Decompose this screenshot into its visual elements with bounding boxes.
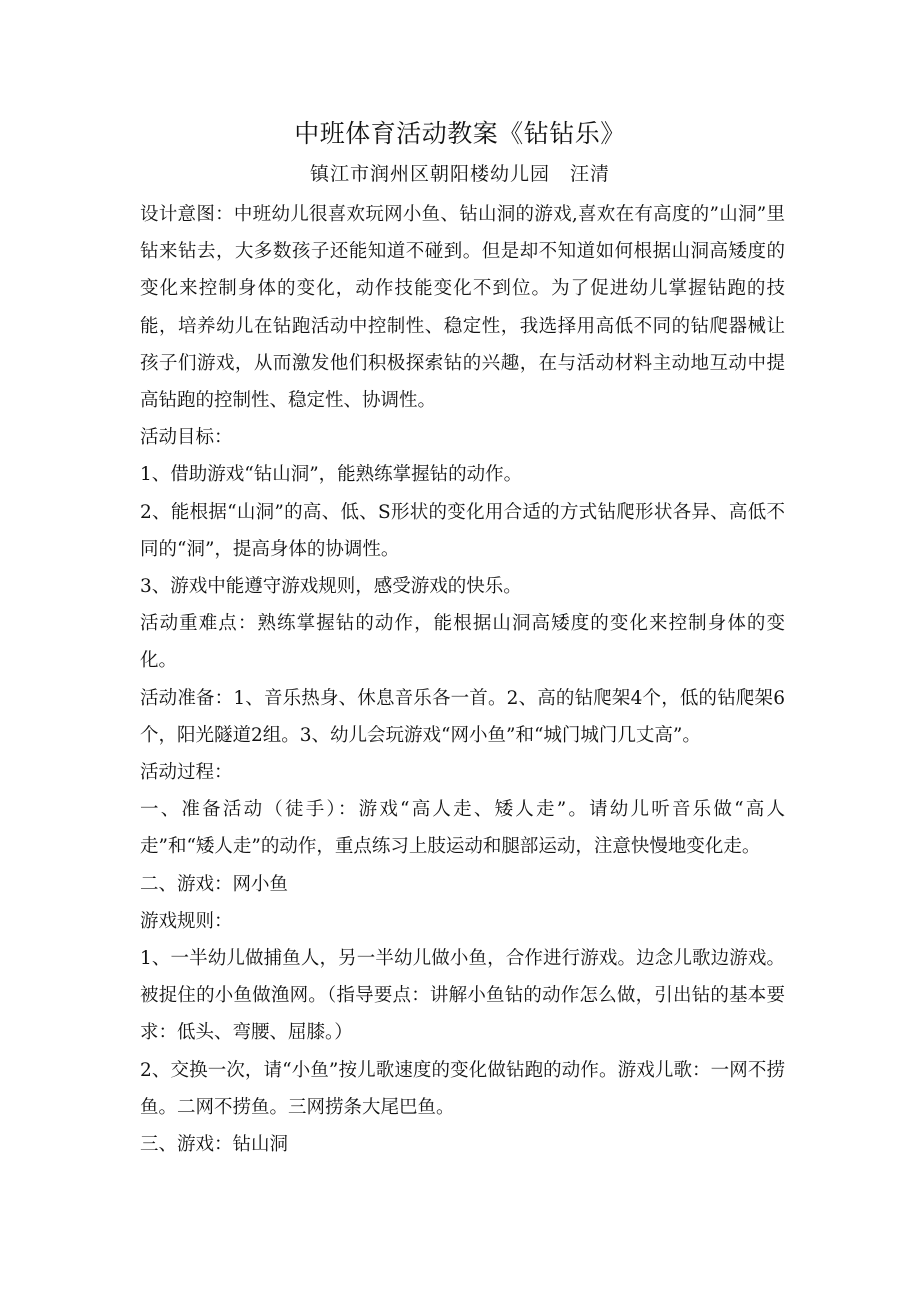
paragraph-preparation: 活动准备：1、音乐热身、休息音乐各一首。2、高的钻爬架4个，低的钻爬架6个，阳光隧道2组。3、幼儿会玩游戏“网小鱼”和“城门城门几丈高”。 <box>140 687 785 746</box>
rule-item: 1、一半幼儿做捕鱼人，另一半幼儿做小鱼，合作进行游戏。边念儿歌边游戏。被捉住的小鱼做渔网。（指导要点：讲解小鱼钻的动作怎么做，引出钻的基本要求：低头、弯腰、屈膝。） <box>140 948 785 1044</box>
goal-item: 3、游戏中能遵守游戏规则，感受游戏的快乐。 <box>140 576 522 598</box>
paragraph-design-intent: 设计意图：中班幼儿很喜欢玩网小鱼、钻山洞的游戏,喜欢在有高度的”山洞”里钻来钻去，大多数孩子还能知道不碰到。但是却不知道如何根据山洞高矮度的变化来控制身体的变化，动作技能变化不到位。为了促进幼儿掌握钻跑的技能，培养幼儿在钻跑活动中控制性、稳定性，我选择用高低不同的钻爬器械让孩子们游戏，从而激发他们积极探索钻的兴趣，在与活动材料主动地互动中提高钻跑的控制性、稳定性、协调性。 <box>140 204 785 412</box>
rule-item: 2、交换一次，请“小鱼”按儿歌速度的变化做钻跑的动作。游戏儿歌：一网不捞鱼。二网不捞鱼。三网捞条大尾巴鱼。 <box>140 1059 785 1118</box>
process-step: 一、准备活动（徒手）：游戏“高人走、矮人走”。请幼儿听音乐做“高人走”和“矮人走”的动作，重点练习上肢运动和腿部运动，注意快慢地变化走。 <box>140 799 785 858</box>
process-step: 三、游戏：钻山洞 <box>140 1134 289 1156</box>
goal-item: 2、能根据“山洞”的高、低、S形状的变化用合适的方式钻爬形状各异、高低不同的“洞”，提高身体的协调性。 <box>140 501 785 560</box>
heading-goals: 活动目标： <box>140 427 233 449</box>
heading-rules: 游戏规则： <box>140 910 233 932</box>
author-line: 镇江市润州区朝阳楼幼儿园 汪清 <box>309 163 610 185</box>
process-step: 二、游戏：网小鱼 <box>140 873 289 895</box>
document-title: 中班体育活动教案《钻钻乐》 <box>294 119 626 148</box>
heading-process: 活动过程： <box>140 762 233 784</box>
document-body <box>140 196 785 1163</box>
paragraph-key-points: 活动重难点：熟练掌握钻的动作，能根据山洞高矮度的变化来控制身体的变化。 <box>140 613 785 672</box>
goal-item: 1、借助游戏“钻山洞”，能熟练掌握钻的动作。 <box>140 464 523 486</box>
